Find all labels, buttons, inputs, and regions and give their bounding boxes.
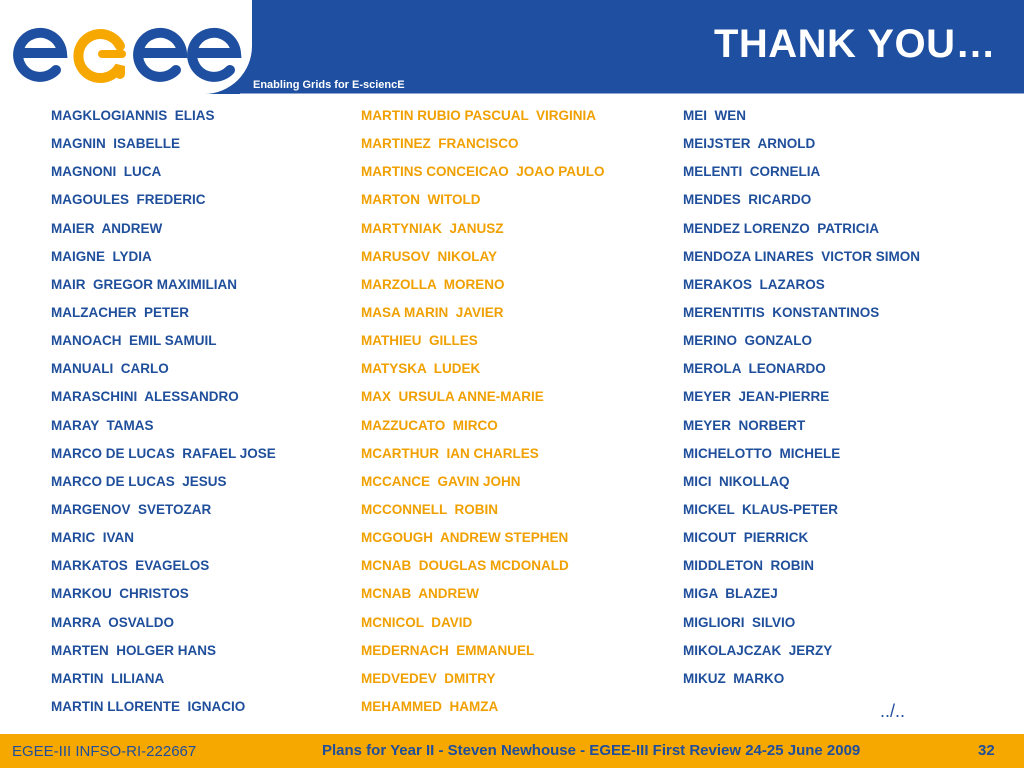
name-entry: MCCANCE GAVIN JOHN bbox=[361, 473, 521, 489]
name-entry: MANUALI CARLO bbox=[51, 361, 169, 377]
name-entry: MCARTHUR IAN CHARLES bbox=[361, 445, 539, 461]
name-entry: MARTYNIAK JANUSZ bbox=[361, 220, 504, 236]
name-entry: MARKOU CHRISTOS bbox=[51, 586, 189, 602]
name-entry: MCGOUGH ANDREW STEPHEN bbox=[361, 530, 569, 546]
name-entry: MEIJSTER ARNOLD bbox=[683, 136, 816, 152]
names-column-3 bbox=[683, 104, 920, 695]
name-entry: MEDVEDEV DMITRY bbox=[361, 670, 496, 686]
page-title: THANK YOU… bbox=[713, 22, 996, 66]
name-entry: MENDOZA LINARES VICTOR SIMON bbox=[683, 248, 921, 264]
name-entry: MCNAB DOUGLAS MCDONALD bbox=[361, 558, 569, 574]
name-entry: MENDEZ LORENZO PATRICIA bbox=[683, 220, 879, 236]
name-entry: MASA MARIN JAVIER bbox=[361, 304, 504, 320]
name-entry: MICKEL KLAUS-PETER bbox=[683, 501, 839, 517]
name-entry: MICI NIKOLLAQ bbox=[683, 473, 790, 489]
tagline-divider bbox=[240, 93, 1024, 95]
name-entry: MARZOLLA MORENO bbox=[361, 276, 505, 292]
logo-panel bbox=[0, 0, 252, 94]
name-entry: MIKUZ MARKO bbox=[683, 670, 785, 686]
name-entry: MATHIEU GILLES bbox=[361, 333, 478, 349]
name-entry: MAGKLOGIANNIS ELIAS bbox=[51, 108, 215, 123]
name-entry: MEYER NORBERT bbox=[683, 417, 806, 433]
name-entry: MERENTITIS KONSTANTINOS bbox=[683, 304, 880, 320]
name-entry: MAX URSULA ANNE-MARIE bbox=[361, 389, 544, 405]
name-entry: MICOUT PIERRICK bbox=[683, 530, 809, 546]
name-entry: MARTIN RUBIO PASCUAL VIRGINIA bbox=[361, 108, 597, 123]
footer-title: Plans for Year II - Steven Newhouse - EGEE-III First Review 24-25 June 2009 bbox=[322, 742, 861, 759]
name-entry: MARCO DE LUCAS JESUS bbox=[51, 473, 227, 489]
page-number: 32 bbox=[978, 742, 995, 759]
name-entry: MELENTI CORNELIA bbox=[683, 164, 821, 180]
name-entry: MEI WEN bbox=[683, 108, 746, 123]
names-column-1 bbox=[51, 104, 276, 723]
name-entry: MARTINS CONCEICAO JOAO PAULO bbox=[361, 164, 605, 180]
name-entry: MERAKOS LAZAROS bbox=[683, 276, 825, 292]
name-entry: MARTIN LLORENTE IGNACIO bbox=[51, 698, 246, 714]
name-entry: MEYER JEAN-PIERRE bbox=[683, 389, 830, 405]
name-entry: MARTIN LILIANA bbox=[51, 670, 165, 686]
name-entry: MCCONNELL ROBIN bbox=[361, 501, 498, 517]
footer-bar bbox=[0, 734, 1024, 768]
name-entry: MIGLIORI SILVIO bbox=[683, 614, 796, 630]
name-entry: MARIC IVAN bbox=[51, 530, 134, 546]
name-entry: MARASCHINI ALESSANDRO bbox=[51, 389, 239, 405]
name-entry: MAGOULES FREDERIC bbox=[51, 192, 206, 208]
name-entry: MATYSKA LUDEK bbox=[361, 361, 481, 377]
name-entry: MAZZUCATO MIRCO bbox=[361, 417, 498, 433]
name-entry: MAGNIN ISABELLE bbox=[51, 136, 181, 152]
footer-project-id: EGEE-III INFSO-RI-222667 bbox=[12, 743, 197, 760]
name-entry: MEHAMMED HAMZA bbox=[361, 698, 499, 714]
tagline: Enabling Grids for E-sciencE bbox=[253, 79, 405, 91]
name-entry: MIKOLAJCZAK JERZY bbox=[683, 642, 833, 658]
name-entry: MENDES RICARDO bbox=[683, 192, 812, 208]
name-entry: MANOACH EMIL SAMUIL bbox=[51, 333, 217, 349]
name-entry: MARTEN HOLGER HANS bbox=[51, 642, 216, 658]
name-entry: MEROLA LEONARDO bbox=[683, 361, 826, 377]
name-entry: MCNICOL DAVID bbox=[361, 614, 473, 630]
name-entry: MERINO GONZALO bbox=[683, 333, 812, 349]
name-entry: MARTINEZ FRANCISCO bbox=[361, 136, 519, 152]
continuation-marker: ../.. bbox=[880, 701, 906, 721]
name-entry: MAIR GREGOR MAXIMILIAN bbox=[51, 276, 237, 292]
name-entry: MARAY TAMAS bbox=[51, 417, 154, 433]
name-entry: MCNAB ANDREW bbox=[361, 586, 479, 602]
name-entry: MAGNONI LUCA bbox=[51, 164, 162, 180]
name-entry: MARCO DE LUCAS RAFAEL JOSE bbox=[51, 445, 276, 461]
name-entry: MEDERNACH EMMANUEL bbox=[361, 642, 535, 658]
name-entry: MALZACHER PETER bbox=[51, 304, 189, 320]
name-entry: MARGENOV SVETOZAR bbox=[51, 501, 212, 517]
egee-logo bbox=[10, 8, 242, 88]
name-entry: MAIER ANDREW bbox=[51, 220, 163, 236]
name-entry: MAIGNE LYDIA bbox=[51, 248, 152, 264]
name-entry: MARKATOS EVAGELOS bbox=[51, 558, 210, 574]
name-entry: MIDDLETON ROBIN bbox=[683, 558, 814, 574]
name-entry: MICHELOTTO MICHELE bbox=[683, 445, 841, 461]
name-entry: MARUSOV NIKOLAY bbox=[361, 248, 498, 264]
name-entry: MARTON WITOLD bbox=[361, 192, 481, 208]
name-entry: MIGA BLAZEJ bbox=[683, 586, 778, 602]
names-column-2 bbox=[361, 104, 605, 723]
name-entry: MARRA OSVALDO bbox=[51, 614, 174, 630]
